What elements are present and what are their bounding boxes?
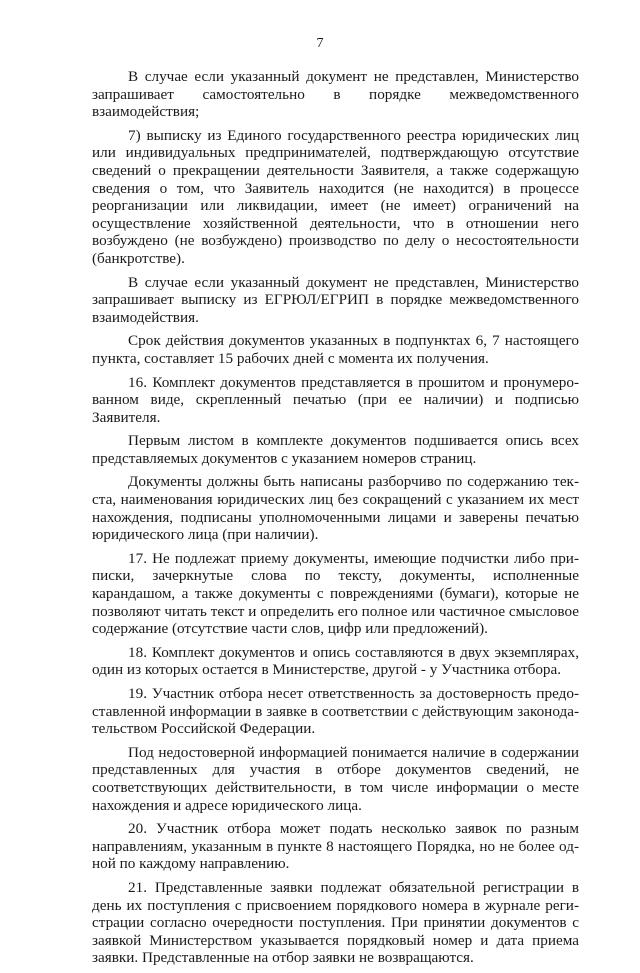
page-number: 7 <box>316 36 324 51</box>
paragraph-validity-term: Срок действия документов указанных в подпунктах 6, 7 настоящего пункта, составляет 15 рабочих дней с момента их получения. <box>92 332 579 367</box>
paragraph-item-7-extract: 7) выписку из Единого государственного реестра юридических лиц или индивидуальных предпринимателей, подтверждающую отсутствие сведений о прекращении деятельности Заявителя, а также содержащую сведения о том, что Заявитель находится (не находится) в процессе реорганизации или ликвидации, имеет (не имеет) ограничений на осуществление хозяйственной деятельности, что в отношении него возбуждено (не возбуждено) производство по делу о несостоятельности (банкротстве). <box>92 126 579 267</box>
paragraph-item-17: 17. Не подлежат приему документы, имеющие подчистки либо приписки, зачеркнутые слова по тексту, документы, исполненные карандашом, а также документы с повреждениями (бумаги), которые не позволяют читать текст и определить его полное или частичное смысловое содержание (отсутствие части слов, цифр или предложений). <box>92 549 579 638</box>
paragraph-item-16: 16. Комплект документов представляется в прошитом и пронумерованном виде, скрепленный печатью (при ее наличии) и подписью Заявителя. <box>92 373 579 426</box>
paragraph-request-note-2: В случае если указанный документ не представлен, Министерство запрашивает выписку из ЕГРЮЛ/ЕГРИП в порядке межведомственного взаимодействия. <box>92 273 579 326</box>
paragraph-item-19: 19. Участник отбора несет ответственность за достоверность предоставленной информации в заявке в соответствии с действующим законодательством Российской Федерации. <box>92 685 579 738</box>
paragraph-item-20: 20. Участник отбора может подать несколько заявок по разным направлениям, указанным в пункте 8 настоящего Порядка, но не более одной по каждому направлению. <box>92 820 579 873</box>
paragraph-first-sheet-inventory: Первым листом в комплекте документов подшивается опись всех представляемых документов с указанием номеров страниц. <box>92 432 579 467</box>
document-body <box>92 68 579 973</box>
paragraph-request-note-1: В случае если указанный документ не представлен, Министерство запрашивает самостоятельно в порядке межведомственного взаимодействия; <box>92 68 579 121</box>
paragraph-documents-legibility: Документы должны быть написаны разборчиво по содержанию текста, наименования юридических лиц без сокращений с указанием их мест нахождения, подписаны уполномоченными лицами и заверены печатью юридического лица (при наличии). <box>92 473 579 544</box>
paragraph-item-21: 21. Представленные заявки подлежат обязательной регистрации в день их поступления с присвоением порядкового номера в журнале регистрации согласно очередности поступления. При принятии документов с заявкой Министерством указывается порядковый номер и дата приема заявки. Представленные на отбор заявки не возвращаются. <box>92 878 579 967</box>
paragraph-item-18: 18. Комплект документов и опись составляются в двух экземплярах, один из которых остается в Министерстве, другой - у Участника отбора. <box>92 643 579 679</box>
paragraph-false-information: Под недостоверной информацией понимается наличие в содержании представленных для участия в отборе документов сведений, не соответствующих действительности, в том числе информации о месте нахождения и адресе юридического лица. <box>92 743 579 814</box>
